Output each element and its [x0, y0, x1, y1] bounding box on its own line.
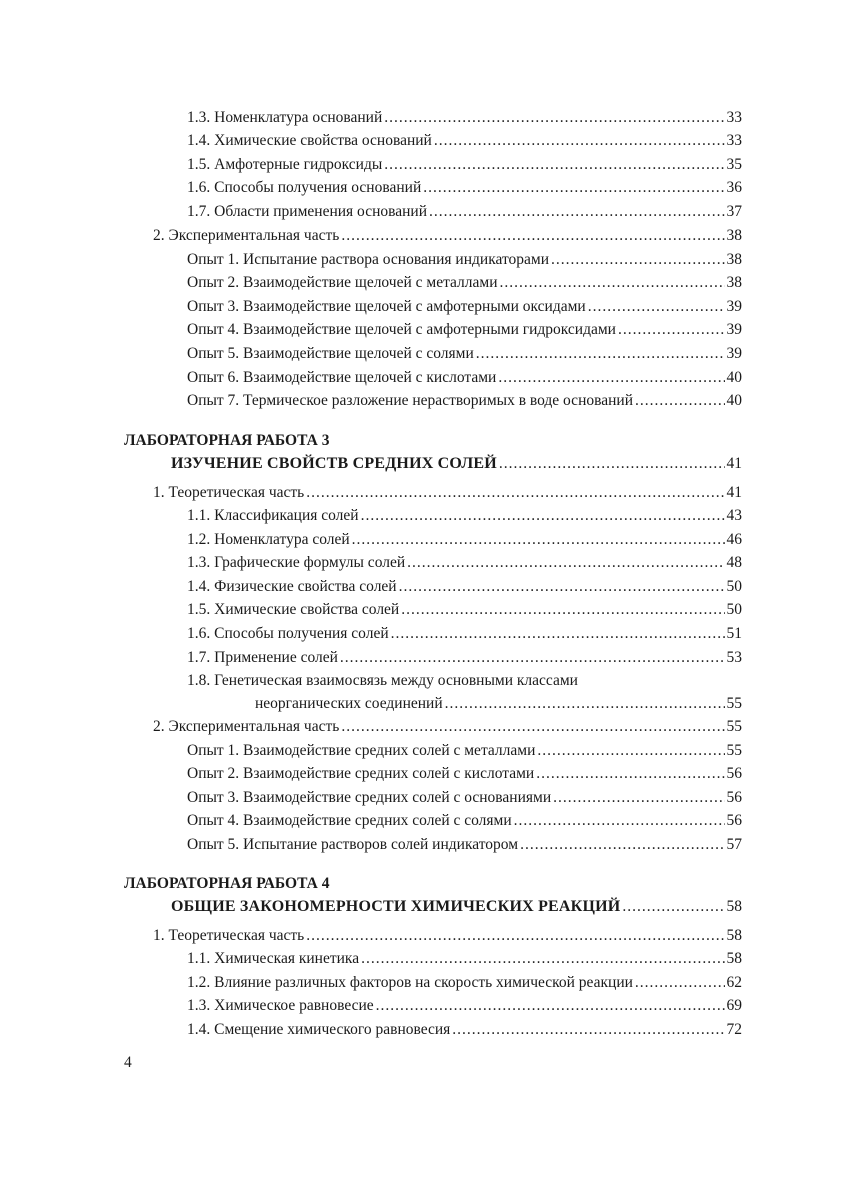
toc-entry[interactable] [0, 107, 742, 129]
toc-entry[interactable] [0, 505, 742, 527]
toc-entry-text: 1.3. Химическое равновесие [187, 997, 374, 1014]
toc-entry-text: 1.7. Области применения оснований [187, 203, 427, 220]
toc-entry-text: 1.5. Химические свойства солей [187, 601, 400, 618]
toc-entry[interactable] [0, 319, 742, 341]
toc-entry-text: 1.6. Способы получения солей [187, 625, 389, 642]
toc-entry-text: 1.4. Химические свойства оснований [187, 132, 432, 149]
toc-entry-text: Опыт 6. Взаимодействие щелочей с кислотами [187, 369, 497, 386]
toc-entry[interactable] [0, 834, 742, 856]
toc-entry[interactable] [0, 482, 742, 504]
toc-entry[interactable] [0, 529, 742, 551]
page-number: 4 [124, 1054, 132, 1071]
toc-entry[interactable] [0, 693, 742, 715]
toc-entry-text: Опыт 1. Взаимодействие средних солей с металлами [187, 742, 536, 759]
toc-entry[interactable] [0, 272, 742, 294]
lab4-title-entry[interactable] [0, 896, 742, 918]
toc-entry-page: 39 [726, 321, 742, 338]
toc-entry-page: 46 [726, 531, 742, 548]
toc-entry-page: 58 [726, 950, 742, 967]
toc-entry[interactable] [0, 972, 742, 994]
toc-entry-text: Опыт 4. Взаимодействие щелочей с амфотерными гидроксидами [187, 321, 616, 338]
toc-entry[interactable] [0, 763, 742, 785]
toc-entry-text: Опыт 7. Термическое разложение нерастворимых в воде оснований [187, 392, 633, 409]
toc-entry-page: 41 [726, 455, 742, 472]
toc-entry[interactable] [0, 130, 742, 152]
toc-entry-page: 69 [726, 997, 742, 1014]
toc-entry-text: Опыт 3. Взаимодействие средних солей с основаниями [187, 789, 552, 806]
toc-entry-text: 1.2. Влияние различных факторов на скорость химической реакции [187, 974, 633, 991]
toc-entry-text[interactable]: 1.8. Генетическая взаимосвязь между основными классами [187, 672, 578, 689]
toc-entry-text: 1.1. Классификация солей [187, 507, 359, 524]
toc-entry[interactable] [0, 995, 742, 1017]
toc-entry-text: Опыт 5. Испытание растворов солей индикатором [187, 836, 519, 853]
toc-entry-text: 1.5. Амфотерные гидроксиды [187, 156, 383, 173]
toc-entry-page: 40 [726, 369, 742, 386]
toc-entry-page: 72 [726, 1021, 742, 1038]
toc-entry-text: Опыт 4. Взаимодействие средних солей с солями [187, 812, 512, 829]
toc-entry-text: 1.2. Номенклатура солей [187, 531, 350, 548]
toc-entry-page: 35 [726, 156, 742, 173]
toc-entry-page: 37 [726, 203, 742, 220]
toc-entry-page: 58 [726, 898, 742, 915]
toc-entry[interactable] [0, 787, 742, 809]
toc-entry-text: 1. Теоретическая часть [153, 927, 305, 944]
toc-entry-page: 43 [726, 507, 742, 524]
toc-entry-page: 40 [726, 392, 742, 409]
toc-entry[interactable] [0, 716, 742, 738]
toc-entry-text: Опыт 2. Взаимодействие средних солей с кислотами [187, 765, 535, 782]
toc-entry-text: 1.3. Графические формулы солей [187, 554, 406, 571]
toc-entry-page: 53 [726, 649, 742, 666]
toc-entry-page: 41 [726, 484, 742, 501]
toc-entry-text: 2. Экспериментальная часть [153, 718, 340, 735]
toc-entry-page: 48 [726, 554, 742, 571]
toc-entry[interactable] [0, 390, 742, 412]
toc-entry-page: 36 [726, 179, 742, 196]
toc-entry-page: 50 [726, 601, 742, 618]
lab4-title: ОБЩИЕ ЗАКОНОМЕРНОСТИ ХИМИЧЕСКИХ РЕАКЦИЙ [171, 898, 621, 915]
toc-entry[interactable] [0, 740, 742, 762]
toc-entry[interactable] [0, 576, 742, 598]
toc-entry[interactable] [0, 647, 742, 669]
toc-entry[interactable] [0, 948, 742, 970]
toc-entry-text: 1.3. Номенклатура оснований [187, 109, 383, 126]
toc-entry-text: Опыт 5. Взаимодействие щелочей с солями [187, 345, 474, 362]
toc-entry-page: 39 [726, 345, 742, 362]
toc-entry-page: 38 [726, 227, 742, 244]
toc-entry[interactable] [0, 201, 742, 223]
toc-entry[interactable] [0, 1019, 742, 1041]
lab3-title-entry[interactable] [0, 453, 742, 475]
toc-entry[interactable] [0, 925, 742, 947]
toc-entry-text: 1. Теоретическая часть [153, 484, 305, 501]
toc-entry-text: 1.1. Химическая кинетика [187, 950, 360, 967]
toc-entry-text: 1.7. Применение солей [187, 649, 338, 666]
toc-entry-page: 33 [726, 132, 742, 149]
toc-entry-page: 57 [726, 836, 742, 853]
toc-entry[interactable] [0, 249, 742, 271]
toc-entry-page: 56 [726, 765, 742, 782]
toc-entry-page: 38 [726, 274, 742, 291]
toc-entry-page: 56 [726, 812, 742, 829]
toc-entry-page: 33 [726, 109, 742, 126]
toc-entry[interactable] [0, 552, 742, 574]
lab4-heading: ЛАБОРАТОРНАЯ РАБОТА 4 [124, 875, 330, 892]
toc-entry[interactable] [0, 177, 742, 199]
lab3-title: ИЗУЧЕНИЕ СВОЙСТВ СРЕДНИХ СОЛЕЙ [171, 455, 497, 472]
toc-entry-page: 39 [726, 298, 742, 315]
toc-entry-text: Опыт 3. Взаимодействие щелочей с амфотерными оксидами [187, 298, 586, 315]
toc-entry[interactable] [0, 623, 742, 645]
toc-entry[interactable] [0, 154, 742, 176]
toc-entry[interactable] [0, 367, 742, 389]
toc-entry[interactable] [0, 810, 742, 832]
toc-entry[interactable] [0, 343, 742, 365]
toc-entry-text: 1.6. Способы получения оснований [187, 179, 422, 196]
toc-entry-text: Опыт 1. Испытание раствора основания индикаторами [187, 251, 550, 268]
toc-entry-page: 55 [726, 695, 742, 712]
toc-entry-text: 1.4. Смещение химического равновесия [187, 1021, 451, 1038]
toc-entry-text: 2. Экспериментальная часть [153, 227, 340, 244]
toc-entry-page: 58 [726, 927, 742, 944]
toc-entry[interactable] [0, 599, 742, 621]
toc-entry-text: неорганических соединений [255, 695, 443, 712]
toc-entry-text: 1.4. Физические свойства солей [187, 578, 397, 595]
toc-entry[interactable] [0, 225, 742, 247]
toc-entry-page: 38 [726, 251, 742, 268]
toc-entry-page: 62 [726, 974, 742, 991]
toc-entry-page: 51 [726, 625, 742, 642]
toc-entry-page: 56 [726, 789, 742, 806]
toc-entry[interactable] [0, 296, 742, 318]
lab3-heading: ЛАБОРАТОРНАЯ РАБОТА 3 [124, 432, 330, 449]
toc-entry-page: 55 [726, 742, 742, 759]
toc-entry-page: 55 [726, 718, 742, 735]
toc-entry-page: 50 [726, 578, 742, 595]
toc-entry-text: Опыт 2. Взаимодействие щелочей с металлами [187, 274, 498, 291]
